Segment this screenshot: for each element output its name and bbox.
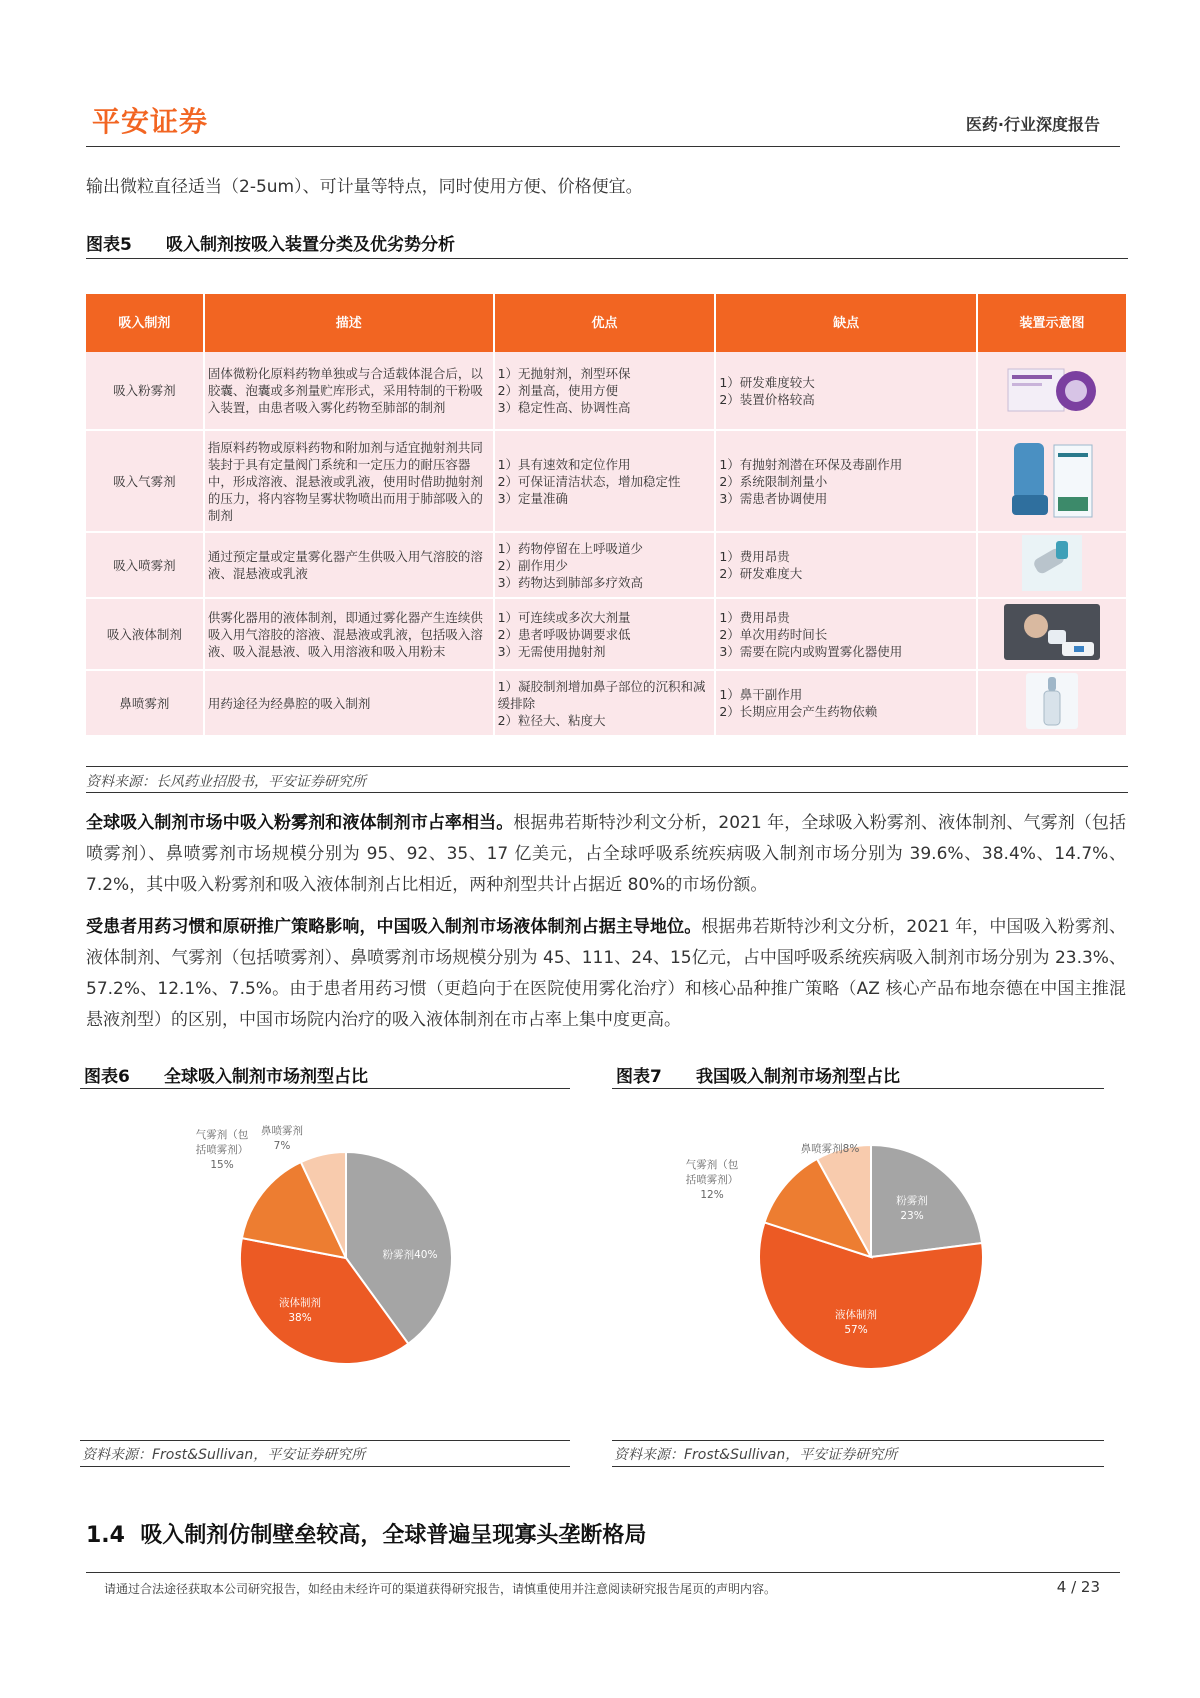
row-cons: 1）费用昂贵 2）单次用药时间长 3）需要在院内或购置雾化器使用 bbox=[715, 598, 977, 670]
paragraph-body: 根据弗若斯特沙利文分析，2021 年，全球吸入粉雾剂、液体制剂、气雾剂（包括喷雾剂）、鼻喷雾剂市场规模分别为 95、92、35、17 亿美元，占全球呼吸系统疾病吸入制剂市场分别为 39.6%、38.4%、14.7%、7.2%，其中吸入粉雾剂和吸入液体制剂占比相近，两种剂型共计占据近 80%的市场份额。 bbox=[86, 813, 1126, 895]
dry-powder-inhaler-image bbox=[1004, 361, 1100, 417]
row-pros: 1）无抛射剂，剂型环保 2）剂量高，使用方便 3）稳定性高、协调性高 bbox=[494, 352, 716, 430]
figure7-caption: 我国吸入制剂市场剂型占比 bbox=[696, 1067, 900, 1087]
device-image-cell bbox=[977, 670, 1127, 736]
figure5-source: 资料来源：长风药业招股书，平安证券研究所 bbox=[86, 774, 366, 790]
china-share-pie-chart bbox=[612, 1100, 1104, 1430]
row-name: 吸入液体制剂 bbox=[86, 598, 204, 670]
figure7-title bbox=[616, 1062, 900, 1087]
pie-label-1: 粉雾剂 23% bbox=[896, 1195, 928, 1222]
device-image-cell bbox=[977, 598, 1127, 670]
figure5-caption: 吸入制剂按吸入装置分类及优劣势分析 bbox=[166, 235, 455, 255]
company-logo: 平安证券 bbox=[92, 105, 209, 138]
pie-label-4: 鼻喷雾剂 7% bbox=[261, 1125, 303, 1152]
footer-disclaimer: 请通过合法途径获取本公司研究报告，如经由未经许可的渠道获得研究报告，请慎重使用并注意阅读研究报告尾页的声明内容。 bbox=[104, 1582, 777, 1596]
paragraph-china-market bbox=[86, 912, 1126, 1036]
row-cons: 1）费用昂贵 2）研发难度大 bbox=[715, 532, 977, 598]
nebulizer-image bbox=[1004, 604, 1100, 660]
row-cons: 1）研发难度较大 2）装置价格较高 bbox=[715, 352, 977, 430]
figure6-source-bottom-rule bbox=[80, 1466, 570, 1467]
figure6-caption: 全球吸入制剂市场剂型占比 bbox=[164, 1067, 368, 1087]
inhalation-table bbox=[86, 294, 1128, 737]
row-name: 吸入气雾剂 bbox=[86, 430, 204, 532]
figure5-source-bottom-rule bbox=[86, 792, 1128, 793]
table-row bbox=[86, 352, 1127, 430]
device-image-cell bbox=[977, 532, 1127, 598]
nasal-spray-image bbox=[1026, 673, 1078, 729]
row-name: 鼻喷雾剂 bbox=[86, 670, 204, 736]
figure7-source-bottom-rule bbox=[612, 1466, 1104, 1467]
pie-label-4: 鼻喷雾剂8% bbox=[800, 1143, 860, 1155]
table-row bbox=[86, 670, 1127, 736]
section-heading bbox=[86, 1518, 646, 1549]
table-header-row bbox=[86, 294, 1127, 352]
section-number: 1.4 bbox=[86, 1523, 125, 1548]
row-desc: 固体微粉化原料药物单独或与合适载体混合后，以胶囊、泡囊或多剂量贮库形式，采用特制的干粉吸入装置，由患者吸入雾化药物至肺部的制剂 bbox=[204, 352, 494, 430]
section-title: 吸入制剂仿制壁垒较高，全球普遍呈现寡头垄断格局 bbox=[140, 1523, 647, 1548]
report-type: 医药·行业深度报告 bbox=[965, 115, 1100, 134]
col-header: 描述 bbox=[204, 294, 494, 352]
figure5-rule bbox=[86, 258, 1128, 259]
row-pros: 1）具有速效和定位作用 2）可保证清洁状态，增加稳定性 3）定量准确 bbox=[494, 430, 716, 532]
row-desc: 通过预定量或定量雾化器产生供吸入用气溶胶的溶液、混悬液或乳液 bbox=[204, 532, 494, 598]
row-pros: 1）凝胶制剂增加鼻子部位的沉积和减缓排除 2）粒径大、粘度大 bbox=[494, 670, 716, 736]
paragraph-global-market bbox=[86, 808, 1126, 901]
row-desc: 指原料药物或原料药物和附加剂与适宜抛射剂共同装封于具有定量阀门系统和一定压力的耐压容器中，形成溶液、混悬液或乳液，使用时借助抛射剂的压力，将内容物呈雾状物喷出而用于肺部吸入的制剂 bbox=[204, 430, 494, 532]
figure7-number: 图表7 bbox=[616, 1067, 662, 1087]
figure6-rule bbox=[80, 1088, 570, 1089]
pie-label-2: 液体制剂 38% bbox=[279, 1297, 321, 1324]
pie-label-3: 气雾剂（包括喷雾剂） 15% bbox=[195, 1129, 249, 1171]
table-row bbox=[86, 430, 1127, 532]
figure7-source-top-rule bbox=[612, 1440, 1104, 1441]
figure5-source-top-rule bbox=[86, 766, 1128, 767]
row-desc: 用药途径为经鼻腔的吸入制剂 bbox=[204, 670, 494, 736]
figure5-number: 图表5 bbox=[86, 235, 132, 255]
figure6-source: 资料来源：Frost&Sullivan，平安证券研究所 bbox=[82, 1447, 366, 1463]
intro-line: 输出微粒直径适当（2-5um）、可计量等特点，同时使用方便、价格便宜。 bbox=[86, 177, 643, 197]
figure6-number: 图表6 bbox=[84, 1067, 130, 1087]
col-header: 缺点 bbox=[715, 294, 977, 352]
col-header: 装置示意图 bbox=[977, 294, 1127, 352]
row-pros: 1）药物停留在上呼吸道少 2）副作用少 3）药物达到肺部多疗效高 bbox=[494, 532, 716, 598]
col-header: 优点 bbox=[494, 294, 716, 352]
header-divider bbox=[86, 146, 1120, 147]
spray-inhaler-image bbox=[1004, 535, 1100, 591]
paragraph-lead: 全球吸入制剂市场中吸入粉雾剂和液体制剂市占率相当。 bbox=[86, 813, 514, 833]
figure5-title bbox=[86, 230, 455, 255]
paragraph-body: 根据弗若斯特沙利文分析，2021 年，中国吸入粉雾剂、液体制剂、气雾剂（包括喷雾剂）、鼻喷雾剂市场规模分别为 45、111、24、15亿元，占中国呼吸系统疾病吸入制剂市场分别为 23.3%、57.2%、12.1%、7.5%。由于患者用药习惯（更趋向于在医院使用雾化治疗）和核心品种推广策略（AZ 核心产品布地奈德在中国主推混悬液剂型）的区别，中国市场院内治疗的吸入液体制剂在市占率上集中度更高。 bbox=[86, 917, 1127, 1030]
global-share-pie-chart bbox=[80, 1100, 570, 1430]
row-name: 吸入喷雾剂 bbox=[86, 532, 204, 598]
row-name: 吸入粉雾剂 bbox=[86, 352, 204, 430]
row-desc: 供雾化器用的液体制剂，即通过雾化器产生连续供吸入用气溶胶的溶液、混悬液或乳液，包括吸入溶液、吸入混悬液、吸入用溶液和吸入用粉末 bbox=[204, 598, 494, 670]
figure7-rule bbox=[612, 1088, 1104, 1089]
pie-label-1: 粉雾剂40% bbox=[382, 1249, 438, 1261]
aerosol-inhaler-image bbox=[1004, 437, 1100, 521]
row-cons: 1）鼻干副作用 2）长期应用会产生药物依赖 bbox=[715, 670, 977, 736]
figure6-source-top-rule bbox=[80, 1440, 570, 1441]
page-number: 4 / 23 bbox=[1056, 1578, 1100, 1596]
table-row bbox=[86, 598, 1127, 670]
footer-divider bbox=[86, 1572, 1120, 1573]
row-pros: 1）可连续或多次大剂量 2）患者呼吸协调要求低 3）无需使用抛射剂 bbox=[494, 598, 716, 670]
paragraph-lead: 受患者用药习惯和原研推广策略影响，中国吸入制剂市场液体制剂占据主导地位。 bbox=[86, 917, 702, 937]
figure7-source: 资料来源：Frost&Sullivan，平安证券研究所 bbox=[614, 1447, 898, 1463]
device-image-cell bbox=[977, 430, 1127, 532]
col-header: 吸入制剂 bbox=[86, 294, 204, 352]
pie-label-3: 气雾剂（包括喷雾剂） 12% bbox=[685, 1159, 739, 1201]
figure6-title bbox=[84, 1062, 368, 1087]
row-cons: 1）有抛射剂潜在环保及毒副作用 2）系统限制剂量小 3）需患者协调使用 bbox=[715, 430, 977, 532]
table-row bbox=[86, 532, 1127, 598]
device-image-cell bbox=[977, 352, 1127, 430]
pie-label-2: 液体制剂 57% bbox=[835, 1309, 877, 1336]
